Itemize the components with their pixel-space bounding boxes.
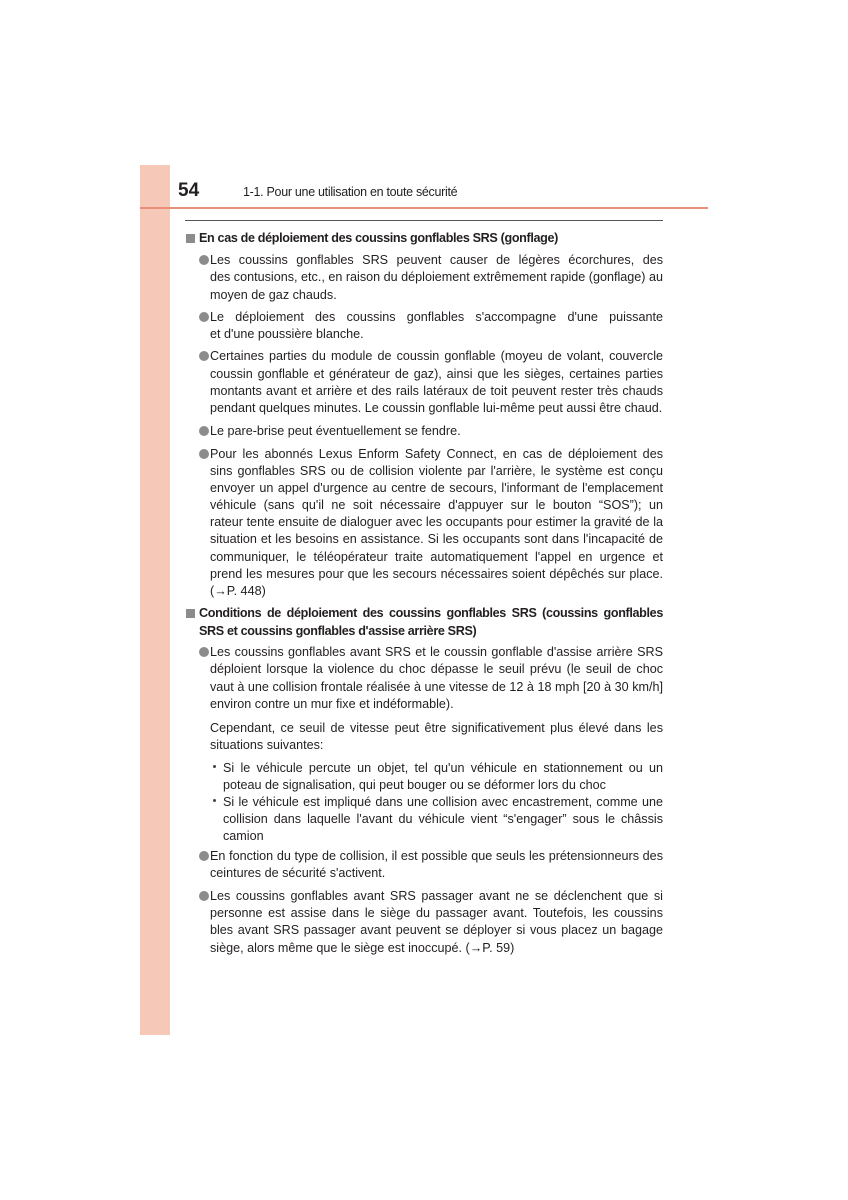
text-line: Pour les abonnés Lexus Enform Safety Connect, en cas de déploiement des: [210, 447, 663, 461]
bullet-dot-icon: [199, 312, 209, 322]
bullet-dot-icon: [199, 351, 209, 361]
text-line: sins gonflables SRS ou de collision violente par l'arrière, le système est conçu: [210, 464, 663, 478]
divider: [185, 220, 663, 221]
text-line: (→P. 448): [210, 584, 266, 598]
text-line: véhicule (sans qu'il ne soit nécessaire d'appuyer sur le bouton “SOS”); un: [210, 498, 663, 512]
text-line: rateur tente ensuite de dialoguer avec les occupants pour estimer la gravité de la: [210, 515, 663, 529]
text-line: Cependant, ce seuil de vitesse peut être significativement plus élevé dans les: [210, 721, 663, 735]
text-line: poteau de signalisation, qui peut bouger ou se déformer lors du choc: [223, 778, 606, 792]
text-line: ceintures de sécurité s'activent.: [210, 866, 386, 880]
bullet-dot-icon: [199, 647, 209, 657]
text-line: personne est assise dans le siège du passager avant. Toutefois, les coussins: [210, 906, 663, 920]
page-number: 54: [178, 180, 200, 201]
chapter-tab-bar: [140, 165, 170, 1035]
bullet-dot-icon: [199, 851, 209, 861]
bullet-dot-icon: [199, 255, 209, 265]
sub-bullet-icon: [213, 765, 216, 768]
section-title: 1-1. Pour une utilisation en toute sécurité: [243, 185, 458, 199]
heading-square-icon: [186, 234, 195, 243]
text-line: environ contre un mur fixe et indéformable).: [210, 697, 454, 711]
bullet-dot-icon: [199, 426, 209, 436]
section-heading-line: En cas de déploiement des coussins gonflables SRS (gonflage): [199, 231, 558, 245]
text-line: situations suivantes:: [210, 738, 324, 752]
text-line: pendant quelques minutes. Le coussin gonflable lui-même peut aussi être chaud.: [210, 401, 663, 415]
text-line: Les coussins gonflables SRS peuvent causer de légères écorchures, des: [210, 253, 663, 267]
text-line: prend les mesures pour que les secours nécessaires soient dépêchés sur place.: [210, 567, 663, 581]
section-heading-line: Conditions de déploiement des coussins gonflables SRS (coussins gonflables: [199, 606, 663, 620]
text-line: Si le véhicule est impliqué dans une collision avec encastrement, comme une: [223, 795, 663, 809]
text-line: vaut à une collision frontale réalisée à une vitesse de 12 à 18 mph [20 à 30 km/h]: [210, 680, 663, 694]
text-line: Le déploiement des coussins gonflables s'accompagne d'une puissante: [210, 310, 663, 324]
text-line: Le pare-brise peut éventuellement se fendre.: [210, 424, 461, 438]
text-line: camion: [223, 829, 264, 843]
text-line: Les coussins gonflables avant SRS passager avant ne se déclenchent que si: [210, 889, 663, 903]
text-line: Les coussins gonflables avant SRS et le coussin gonflable d'assise arrière SRS: [210, 645, 663, 659]
text-line: situation et les besoins en assistance. Si les occupants sont dans l'incapacité de: [210, 532, 663, 546]
bullet-dot-icon: [199, 891, 209, 901]
section-heading-line: SRS et coussins gonflables d'assise arrière SRS): [199, 624, 477, 638]
text-line: envoyer un appel d'urgence au centre de secours, l'informant de l'emplacement: [210, 481, 663, 495]
text-line: coussin gonflable et générateur de gaz), ainsi que les sièges, certaines parties: [210, 367, 663, 381]
text-line: des contusions, etc., en raison du déploiement extrêmement rapide (gonflage) au: [210, 270, 663, 284]
sub-bullet-icon: [213, 799, 216, 802]
text-line: collision dans laquelle l'avant du véhicule vient “s'engager” sous le châssis: [223, 812, 663, 826]
text-line: En fonction du type de collision, il est possible que seuls les prétensionneurs des: [210, 849, 663, 863]
text-line: déploient lorsque la violence du choc dépasse le seuil prévu (le seuil de choc: [210, 662, 663, 676]
header-rule: [140, 207, 708, 209]
text-line: Si le véhicule percute un objet, tel qu'un véhicule en stationnement ou un: [223, 761, 663, 775]
text-line: et d'une poussière blanche.: [210, 327, 364, 341]
text-line: bles avant SRS passager avant peuvent se déployer si vous placez un bagage: [210, 923, 663, 937]
bullet-dot-icon: [199, 449, 209, 459]
text-line: Certaines parties du module de coussin gonflable (moyeu de volant, couvercle: [210, 349, 663, 363]
text-line: siège, alors même que le siège est inoccupé. (→P. 59): [210, 941, 515, 955]
heading-square-icon: [186, 609, 195, 618]
text-line: communiquer, le téléopérateur traite automatiquement l'appel en urgence et: [210, 550, 663, 564]
text-line: montants avant et arrière et des rails latéraux de toit peuvent rester très chauds: [210, 384, 663, 398]
text-line: moyen de gaz chauds.: [210, 288, 337, 302]
